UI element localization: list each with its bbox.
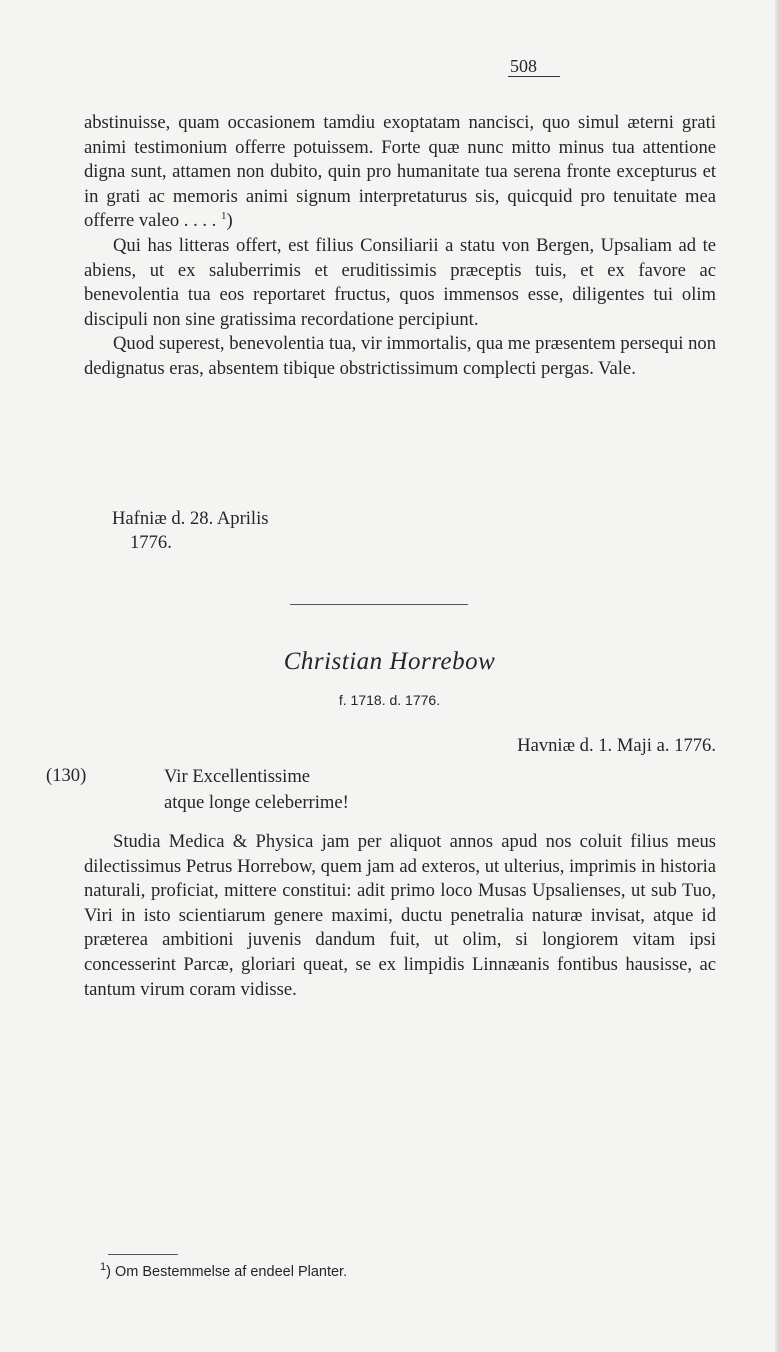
- footnote-marker: 1: [100, 1261, 107, 1274]
- author-name: Christian Horrebow: [283, 648, 496, 675]
- section-separator: [290, 604, 468, 605]
- footnote-reference-close: ): [226, 210, 233, 232]
- footnote-text: Om Bestemmelse af endeel Planter.: [115, 1264, 348, 1280]
- letter-1-year: 1776.: [130, 532, 172, 553]
- letter-1-paragraph-1: [84, 111, 716, 234]
- letter-2-paragraph: Studia Medica & Physica jam per aliquot annos apud nos coluit filius meus dilectissimus Petrus Horrebow, quem jam ad exteros, ut ulterius, imprimis in historia naturali, proficiat, mittere constitui: adit primo loco Musas Upsalienses, ut sub Tuo, Viri in isto scientiarum genere maximi, ductu penetralia naturæ invisat, atque id præterea ambitioni juvenis dandum fuit, ut olim, si longiorem vitam ipsi concesserint Parcæ, gloriari queat, se ex limpidis Linnæanis fontibus hausisse, ac tantum virum coram vidisse.: [84, 831, 716, 1000]
- footnote: [100, 1262, 347, 1282]
- letter-2-body: [84, 830, 716, 1002]
- letter-1-body: [84, 111, 716, 382]
- footnote-marker-close: ): [106, 1264, 111, 1280]
- author-dates: f. 1718. d. 1776.: [338, 692, 441, 708]
- letter-1-paragraph-2: Qui has litteras offert, est filius Consiliarii a statu von Bergen, Upsaliam ad te abiens, ut ex saluberrimis et eruditissimis præceptis tuis, et ex favore ac benevolentia tua eos reportaret fructus, quos immensos esse, diligentes tui olim discipuli non sine gratissima recordatione percipiunt.: [84, 234, 716, 330]
- letter-1-paragraph-3: Quod superest, benevolentia tua, vir immortalis, qua me præsentem persequi non dedignatus eras, absentem tibique obstrictissimum complecti pergas. Vale.: [84, 333, 716, 379]
- letter-1-place-date: Hafniæ d. 28. Aprilis: [112, 508, 269, 529]
- letter-2-salutation: [164, 764, 349, 816]
- letter-2-place-date: Havniæ d. 1. Maji a. 1776.: [517, 735, 716, 756]
- salutation-line-2: atque longe celeberrime!: [164, 792, 349, 813]
- salutation-line-1: Vir Excellentissime: [164, 766, 311, 787]
- page-number: 508: [508, 56, 560, 77]
- footnote-reference: 1: [221, 210, 227, 223]
- letter-number: (130): [46, 765, 87, 786]
- footnote-rule: [108, 1254, 178, 1255]
- letter-1-paragraph-1-text: abstinuisse, quam occasionem tamdiu exoptatam nancisci, quo simul æterni grati animi testimonium offerre potuissem. Forte quæ nunc mitto minus tua attentione digna sunt, attamen non dubito, quin pro humanitate tua serena fronte excepturus et in grati ac memoris animi signum interpretaturus sis, quicquid pro tenuitate mea offerre valeo . . . .: [84, 112, 716, 232]
